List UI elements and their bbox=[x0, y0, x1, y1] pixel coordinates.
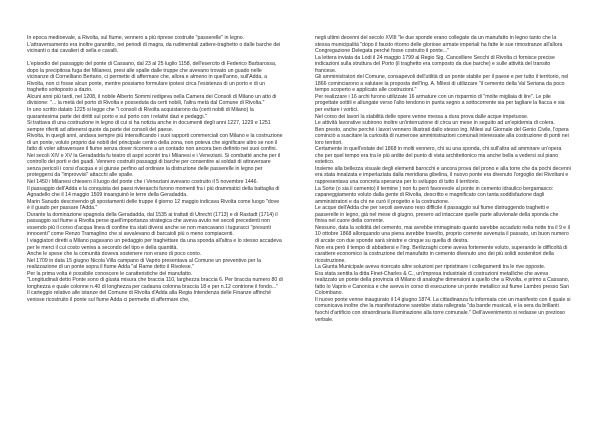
paragraph: I viaggiatori diretti a Milano pagavano un pedaggio per traghettare da una sponda all'altra e lo stesso accadeva per le merci il cui costo veniva a secondo del tipo e della quantità. bbox=[27, 237, 282, 251]
paragraph: Alcuni anni più tardi, nel 1208, il nobile Alberto Sommi redigeva nella Camera dei Consoli di Milano un atto di divisione: "... la metà del porto di Rivolta e posseduta da certi nobili, l'altra metà dal Comune di Rivolta." bbox=[27, 93, 277, 107]
paragraph: negli ultimi decenni del secolo XVIII "le due sponde erano collegate da un manufatto in legno tanto che la stessa municipalità "dopo il fausto ritorno delle gloriose armate imperiali ha fatte le sue rimostranze all'allora Congregazione Delegata perché fosse costruito il ponte..." bbox=[315, 35, 563, 55]
paragraph: Il carteggio relativo alle istanze del Comune di Rivolta d'Adda alla Regia Intendenza delle Finanze affinché venisse ricostruito il ponte sul fiume Adda ci permette di affermare che, bbox=[27, 290, 271, 303]
paragraph: Durante la dominazione spagnola della Geradadda, dal 1535 ai trattati di Utrecht (1713) e di Rastadt (1714) il passaggio sul fiume a Rivolta perse quell'importanza strategica che aveva avuto nei secoli precedenti non essendo più il corso d'acqua linea di confine tra stati diversi anche se non mancavano i tuguracci "presunti innocenti" come Renzo Tramaglino che si avvalevano di barcaioli più o meno compiacenti. bbox=[27, 211, 278, 238]
text-column-left bbox=[27, 35, 283, 303]
paragraph: Le attività lavorative subirono inoltre un'interruzione di circa un mese in seguito ad un'epidemia di colera. bbox=[315, 120, 555, 127]
paragraph: Marin Sanudo descrivendo gli spostamenti delle truppe il giorno 12 maggio indicava Rivolta come luogo "dove è il guado per passare l'Adda." bbox=[27, 198, 280, 212]
paragraph: Per la prima volta è possibile conoscere le caratteristiche del manufatto. bbox=[27, 270, 193, 277]
paragraph: Le acque dell'Adda che per secoli avevano reso difficile il passaggio sul fiume distruggendo traghetti e passerelle in legno, già nel mese di giugno, presero ad intaccare quelle parte alluvionale della sponda che finiva nel cuore della corrente. bbox=[315, 205, 559, 225]
paragraph: Rivolta, in quegli anni, andava sempre più intensificando i suoi rapporti commerciali con Milano e la costruzione di un ponte, voluto proprio dai nobili del principale centro della zona, non poteva che significare altro se non il fatto di voler attraversare il fiume senza dover ricorrere a un contado non ancora ben definito nei suoi confini. bbox=[27, 133, 283, 153]
paragraph: In uno scritto datato 1225 si legge che "i consoli di Rivolta acquistarono da (certi nobili di Milano) la quarantesima parte dei diritti sul porto e sul porto con i relativi dazi e pedaggi." bbox=[27, 107, 254, 120]
paragraph: La Giunta Municipale aveva ricercato altre soluzioni per ripristinare i collegamenti tra le rive opposte. bbox=[315, 264, 546, 271]
paragraph: Anche le spese che la comunità doveva sostenere non erano di poco conto. bbox=[27, 251, 202, 258]
paragraph: Certamente in quell'estate del 1868 in molti vennero, chi su una sponda, chi sull'altra ad ammirare un'opera che per quel tempo era tra le più ardite del punto di vista architettonico ma anche bella a vedersi sul piano estetico. bbox=[315, 146, 562, 166]
paragraph: Nei secoli XIV e XV la Geradadda fu teatro di aspri scontri tra i Milanesi e i Veneziani. Si combatté anche per il controllo dei porti e dei guadi. Vennero costruiti passaggi di barche per consentire ai soldati di attraversare senza pericoli i corsi d'acqua e si giunse perfino ad ordinare la distruzione delle passerelle in legno per proteggersi da "improvvisi" attacchi alle spalle. bbox=[27, 152, 281, 179]
paragraph: La lettera inviata da Lodi il 24 maggio 1799 al Regio Sig. Cancelliere Secchi di Rivolta ci fornisce precise indicazioni sulla struttura del Porto (il traghetto era composto da due barche) e sulle attività del transito francese. bbox=[315, 54, 555, 74]
paragraph: Non era però il tempo di abbattersi e l'ing. Berlizzaghi come aveva fortemente voluto, superando le difficoltà di carattere economico la costruzione del manufatto in cemento divenuto uno dei più solidi sostenitori della ricostruzione. bbox=[315, 244, 568, 264]
paragraph: Per realizzare i 16 archi furono utilizzate 16 armature con un risparmio di "molte migliaia di lire". Le pile progettate sottili e allungate verso l'alto tendono in punta segno a sottocorrente sia per tagliare la fiacca e sia per evitare i vortici. bbox=[315, 93, 565, 114]
paragraph: In epoca medioevale, a Rivolta, sul fiume, vennero a più riprese costruite "passerelle" in legno. L'attraversamento era inoltre garantito, nei periodi di magra, da rudimentali zattere-traghetto o dalle barche dei vicinanti o dai cavalieri di sella e cavalli. bbox=[27, 35, 281, 55]
paragraph: Il passaggio dell'Adda e la conquista dei paesi rivieraschi furono momenti fra i più drammatici della battaglia di Agnadello che il 14 maggio 1509 insanguinò le terre della Geradadda. bbox=[27, 185, 280, 199]
paragraph: L'episodio del passaggio del ponte di Cassano, dal 23 al 25 luglio 1158, dell'esercito di Federico Barbarossa, dopo la precipitosa fuga dei Milanesi, presi alle spalle dalle truppe che avevano trovato un guado nelle vicinanze di Cornelliano Bertario, ci permette di affermare che, allora e almeno in quell'anno, sull'Adda, a Rivolta, non ci fosse alcun ponte, mentre possiamo formulare ipotesi circa l'esistenza di un porto e di un traghetto sottoposto a dazio. bbox=[27, 61, 277, 94]
paragraph: Insieme alla bellezza visuale degli elementi barocchi e ancora prova del prono e alla torre che da pochi decenni era stata innalzata e imperlaziata dalla meridiana gibelina, il nuovo ponte era divenuto l'orgoglio dei Rivoltani e rappresentava una concreta speranza per lo sviluppo di tutto il territorio. bbox=[315, 165, 571, 186]
paragraph: Ben presto, anche perché i lavori vennero illustrati dallo stesso ing. Milesi sul Giornale del Genio Civile, l'opera cominciò a suscitare la curiosità di numerose amministrazioni comunali interessate alla costruzione di ponti nei loro territori. bbox=[315, 126, 569, 146]
paragraph: Si trattava di una costruzione in legno di cui si ha notizia anche in documenti degli anni 1227, 1229 e 1251 sempre riferiti ad attenersi quote da parte dei consoli del paese. bbox=[27, 120, 271, 133]
paragraph: La Sorte (o sia il cemento) il termine ) non fu però favorevole al ponte in cemento idraulico bergamasco: capaneggiamento voluto dalla gente di Rivolta, descritto e magnificato con tanta soddisfazione dagli amministratori e da chi ne curò il progetto e la costruzione. bbox=[315, 185, 554, 205]
paragraph: Era stata sentita la ditta Finet-Charles & C., un'impresa industriale di costruzioni metalliche che aveva realizzato un ponte della provincia di Milano di analoghe dimensioni a quello che a Rivolta, e primo a Cassano, fatto lo Vaprio e Canonica e che aveva in corso di esecuzione un ponte metallico sul fiume Lambro presso San Colombano. bbox=[315, 270, 570, 297]
paragraph: Nel corso dei lavori la stabilità delle opere venne messa a dura prova dalle acque impetuose. bbox=[315, 113, 529, 120]
text-column-right bbox=[315, 35, 571, 323]
paragraph: Nel 1450 i Milanesi chiesero il luogo del ponte che i Veneziani avevano costruito il 5 novembre 1446. bbox=[27, 179, 258, 186]
paragraph: Nel 1709 in data 15 giugno Nicola Villa campano di Vaprio presentava al Comune un preventivo per la realizzazione di un ponte sopra il fiume Adda "al Rame detto il Rivolese." bbox=[27, 257, 261, 271]
paragraph: Il nuovo ponte venne inaugurato il 14 giugno 1874. La cittadinanza fu informata con un manifesto con il quale si comunicava inoltre che la manifestazione sarebbe stata rallegrata "da bande musicali, e la sera da brillanti fuochi d'artificio con straordinaria illuminazione alla torre comunale." Dell'avvenimento si redasse un prezioso verbale. bbox=[315, 296, 571, 323]
paragraph: Gli amministratori del Comune, consapevoli dell'utilità di un ponte stabile per il paese e per tutto il territorio, nel 1866 cominciarono a valutare la proposta dell'Ing. A. Milesi di utilizzare "il cemento della Val Seriana da poco tempo scoperto e applicato alle costruzioni." bbox=[315, 74, 569, 94]
paragraph: "Longitudinali detto Ponte sono di giusta misura che braccia 110, larghezza braccia 6. Per braccia numero 80 di longhezza e quale colonne n.40 di longhezza per cadauna colonna braccia 18 e per n.12 contrione il fondo..." bbox=[27, 277, 283, 290]
paragraph: Nessuno, data la solidità del cemento, mai avrebbe immaginato quanto sarebbe accaduto nella notte tra il 9 e il 10 ottobre 1868 allorquando una piena avrebbe travolto, proprio corrente avvenuta il passato, un buon numero di arcate con due sponde sarà sinistre e cinque su quella di destra. bbox=[315, 224, 570, 244]
